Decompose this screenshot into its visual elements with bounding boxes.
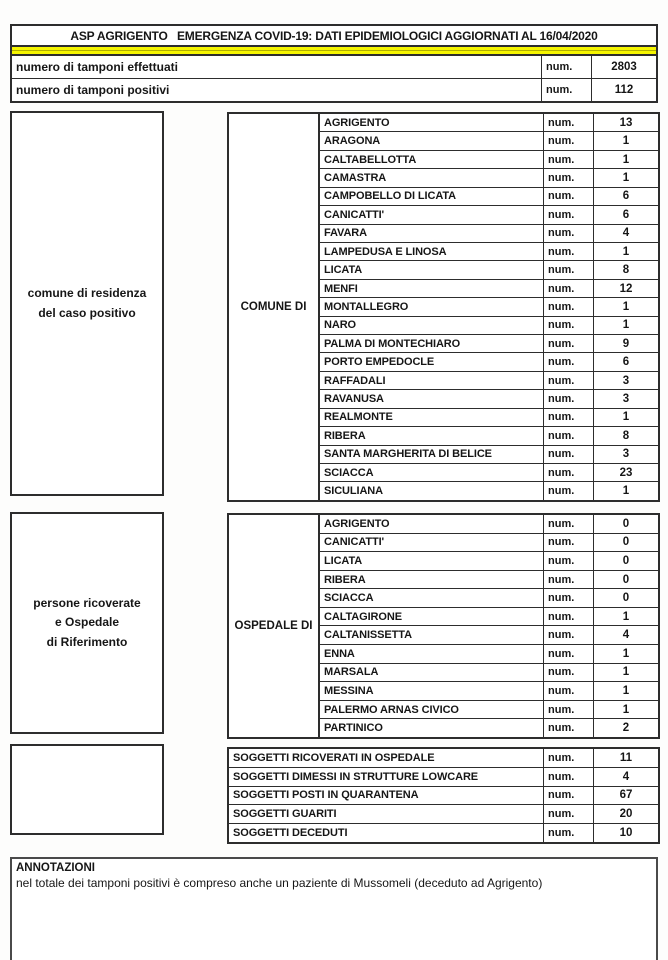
comune-group-label: COMUNE DI: [227, 112, 320, 502]
hospital-name: CALTAGIRONE: [320, 608, 544, 626]
count-value: 13: [619, 116, 633, 129]
unit-label: num.: [544, 664, 594, 682]
unit-label: num.: [544, 206, 594, 223]
unit-label: num.: [544, 571, 594, 589]
table-row: [320, 409, 658, 427]
comune-name: CANICATTI': [320, 206, 544, 223]
table-row: [320, 608, 658, 627]
count-value: 4: [622, 629, 630, 642]
summary-label: SOGGETTI DIMESSI IN STRUTTURE LOWCARE: [229, 768, 544, 786]
table-row: [320, 515, 658, 534]
unit-label: num.: [544, 749, 594, 767]
table-row: [320, 719, 658, 737]
ospedale-section-label-line: persone ricoverate: [33, 596, 141, 611]
comune-name: FAVARA: [320, 225, 544, 242]
table-row: [320, 298, 658, 316]
hospital-name: MARSALA: [320, 664, 544, 682]
table-row: [229, 824, 658, 842]
summary-table: [227, 747, 660, 844]
table-row: [320, 169, 658, 187]
count-value: 4: [622, 227, 630, 240]
count-value: 1: [622, 610, 630, 623]
summary-label: SOGGETTI POSTI IN QUARANTENA: [229, 787, 544, 805]
comune-name: AGRIGENTO: [320, 114, 544, 131]
table-row: [229, 749, 658, 768]
comune-name: REALMONTE: [320, 409, 544, 426]
count-value: 6: [622, 208, 630, 221]
table-row: [320, 464, 658, 482]
hospital-name: AGRIGENTO: [320, 515, 544, 533]
unit-label: num.: [544, 534, 594, 552]
table-row: [320, 571, 658, 590]
ospedale-section-label-box: [10, 512, 164, 734]
table-row: [320, 427, 658, 445]
unit-label: num.: [544, 719, 594, 737]
count-value: 1: [622, 153, 630, 166]
count-value: 1: [622, 245, 630, 258]
comune-name: LICATA: [320, 261, 544, 278]
hospital-name: LICATA: [320, 552, 544, 570]
unit-label: num.: [544, 169, 594, 186]
header-table: [10, 24, 658, 103]
ospedale-section-label-line: e Ospedale: [54, 615, 120, 630]
comune-name: MENFI: [320, 280, 544, 297]
count-value: 12: [619, 282, 633, 295]
count-value: 0: [622, 573, 630, 586]
count-value: 1: [622, 684, 630, 697]
table-row: [320, 664, 658, 683]
comune-name: RAVANUSA: [320, 390, 544, 407]
table-row: [320, 701, 658, 720]
comune-name: MONTALLEGRO: [320, 298, 544, 315]
count-value: 0: [622, 592, 630, 605]
count-value: 20: [619, 808, 633, 821]
annotations-title: ANNOTAZIONI: [16, 862, 96, 874]
count-value: 1: [622, 319, 630, 332]
comune-name: CALTABELLOTTA: [320, 151, 544, 168]
unit-label: num.: [544, 482, 594, 499]
count-value: 6: [622, 190, 630, 203]
table-row: [320, 353, 658, 371]
unit-label: num.: [544, 682, 594, 700]
comune-section-label-box: [10, 111, 164, 496]
count-value: 67: [619, 789, 633, 802]
comune-rows: [320, 112, 660, 502]
comune-name: CAMASTRA: [320, 169, 544, 186]
count-value: 8: [622, 264, 630, 277]
table-row: [320, 446, 658, 464]
row-value: 112: [614, 84, 634, 96]
hospital-name: RIBERA: [320, 571, 544, 589]
comune-name: SANTA MARGHERITA DI BELICE: [320, 446, 544, 463]
unit-label: num.: [544, 390, 594, 407]
count-value: 23: [619, 466, 633, 479]
unit-label: num.: [544, 787, 594, 805]
comune-table: [227, 112, 660, 502]
count-value: 3: [622, 374, 630, 387]
unit-label: num.: [544, 188, 594, 205]
summary-label: SOGGETTI GUARITI: [229, 805, 544, 823]
ospedale-section-label-line: di Riferimento: [46, 634, 128, 649]
table-row: [320, 151, 658, 169]
comune-name: RAFFADALI: [320, 372, 544, 389]
count-value: 8: [622, 429, 630, 442]
hospital-name: CANICATTI': [320, 534, 544, 552]
comune-name: SICULIANA: [320, 482, 544, 499]
unit-label: num.: [544, 261, 594, 278]
unit-label: num.: [544, 372, 594, 389]
count-value: 1: [622, 300, 630, 313]
unit-label: num.: [544, 409, 594, 426]
hospital-name: PARTINICO: [320, 719, 544, 737]
table-row: [320, 682, 658, 701]
table-row: [320, 534, 658, 553]
table-row: [320, 589, 658, 608]
row-label: numero di tamponi positivi: [12, 79, 542, 101]
unit-label: num.: [544, 552, 594, 570]
table-row: [320, 188, 658, 206]
unit-label: num.: [544, 225, 594, 242]
table-row: [320, 552, 658, 571]
count-value: 1: [622, 647, 630, 660]
ospedale-group-label: OSPEDALE DI: [227, 513, 320, 739]
table-row: [229, 805, 658, 824]
table-row: [320, 317, 658, 335]
comune-name: NARO: [320, 317, 544, 334]
unit-label: num.: [544, 515, 594, 533]
comune-name: PALMA DI MONTECHIARO: [320, 335, 544, 352]
summary-label: SOGGETTI RICOVERATI IN OSPEDALE: [229, 749, 544, 767]
table-row: [320, 645, 658, 664]
table-row: [229, 768, 658, 787]
count-value: 9: [622, 337, 630, 350]
table-row: [320, 132, 658, 150]
unit-label: num.: [544, 298, 594, 315]
comune-section-label-line: comune di residenza: [27, 286, 147, 301]
summary-label: SOGGETTI DECEDUTI: [229, 824, 544, 842]
unit-label: num.: [544, 151, 594, 168]
comune-name: SCIACCA: [320, 464, 544, 481]
unit-label: num.: [544, 353, 594, 370]
comune-section-label-line: del caso positivo: [38, 305, 136, 320]
ospedale-rows: [320, 513, 660, 739]
table-row: [320, 372, 658, 390]
count-value: 0: [622, 536, 630, 549]
unit-label: num.: [544, 446, 594, 463]
annotations-text: nel totale dei tamponi positivi è compreso anche un paziente di Mussomeli (deceduto ad Agrigento): [16, 876, 543, 890]
unit-label: num.: [542, 56, 592, 78]
unit-label: num.: [544, 768, 594, 786]
annotations-box: [10, 857, 658, 960]
table-row: [12, 79, 656, 101]
table-row: [320, 206, 658, 224]
table-row: [320, 482, 658, 499]
count-value: 1: [622, 135, 630, 148]
count-value: 1: [622, 666, 630, 679]
hospital-name: PALERMO ARNAS CIVICO: [320, 701, 544, 719]
count-value: 3: [622, 448, 630, 461]
unit-label: num.: [544, 243, 594, 260]
table-row: [320, 390, 658, 408]
unit-label: num.: [544, 427, 594, 444]
unit-label: num.: [544, 626, 594, 644]
table-row: [320, 243, 658, 261]
unit-label: num.: [544, 608, 594, 626]
unit-label: num.: [544, 645, 594, 663]
count-value: 11: [619, 751, 633, 764]
unit-label: num.: [544, 805, 594, 823]
count-value: 6: [622, 356, 630, 369]
table-row: [320, 261, 658, 279]
row-value: 2803: [611, 61, 637, 73]
table-row: [320, 225, 658, 243]
count-value: 0: [622, 517, 630, 530]
table-row: [320, 335, 658, 353]
count-value: 10: [619, 827, 633, 840]
unit-label: num.: [544, 464, 594, 481]
comune-name: PORTO EMPEDOCLE: [320, 353, 544, 370]
comune-name: RIBERA: [320, 427, 544, 444]
unit-label: num.: [544, 317, 594, 334]
hospital-name: MESSINA: [320, 682, 544, 700]
unit-label: num.: [544, 824, 594, 842]
table-row: [320, 626, 658, 645]
count-value: 0: [622, 554, 630, 567]
unit-label: num.: [544, 280, 594, 297]
count-value: 1: [622, 411, 630, 424]
table-row: [229, 787, 658, 806]
unit-label: num.: [544, 132, 594, 149]
unit-label: num.: [544, 335, 594, 352]
yellow-divider: [12, 47, 656, 56]
hospital-name: SCIACCA: [320, 589, 544, 607]
comune-name: LAMPEDUSA E LINOSA: [320, 243, 544, 260]
comune-name: CAMPOBELLO DI LICATA: [320, 188, 544, 205]
table-row: [320, 114, 658, 132]
count-value: 2: [622, 722, 630, 735]
unit-label: num.: [542, 79, 592, 101]
totals-table: [12, 56, 656, 101]
unit-label: num.: [544, 589, 594, 607]
comune-name: ARAGONA: [320, 132, 544, 149]
hospital-name: ENNA: [320, 645, 544, 663]
unit-label: num.: [544, 114, 594, 131]
row-label: numero di tamponi effettuati: [12, 56, 542, 78]
count-value: 1: [622, 485, 630, 498]
table-row: [12, 56, 656, 79]
table-row: [320, 280, 658, 298]
ospedale-table: [227, 513, 660, 739]
page-title: ASP AGRIGENTO EMERGENZA COVID-19: DATI EPIDEMIOLOGICI AGGIORNATI AL 16/04/2020: [12, 26, 656, 47]
count-value: 1: [622, 703, 630, 716]
unit-label: num.: [544, 701, 594, 719]
summary-spacer-box: [10, 744, 164, 835]
hospital-name: CALTANISSETTA: [320, 626, 544, 644]
count-value: 1: [622, 171, 630, 184]
count-value: 3: [622, 393, 630, 406]
count-value: 4: [622, 770, 630, 783]
